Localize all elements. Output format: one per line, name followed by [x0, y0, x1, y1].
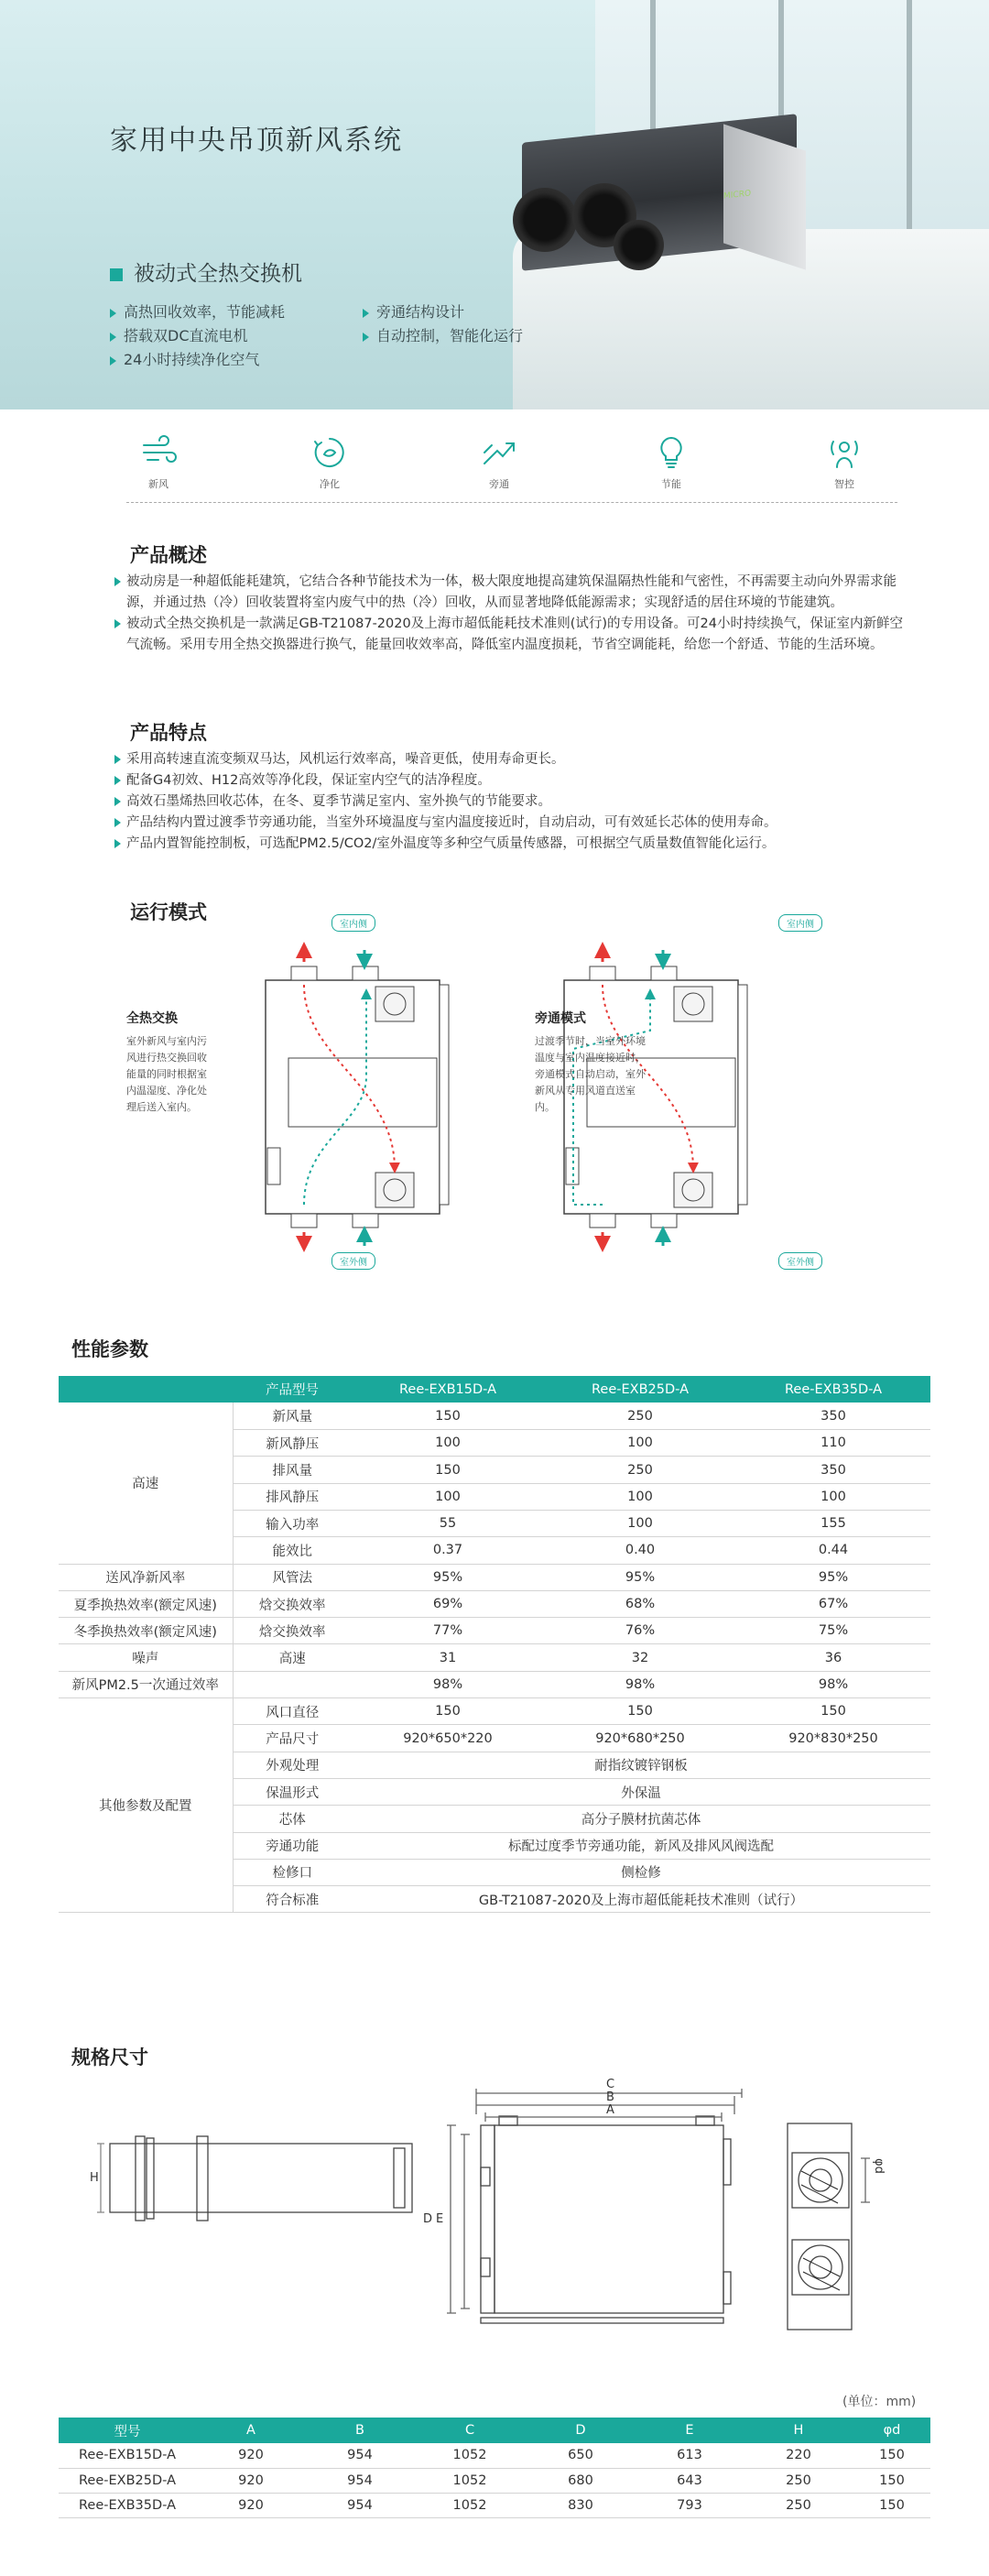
table-cell: 920: [196, 2468, 306, 2493]
table-cell: 75%: [736, 1618, 930, 1644]
table-row: [59, 1564, 930, 1590]
table-cell: 150: [352, 1698, 544, 1725]
table-cell: 650: [526, 2443, 636, 2468]
table-cell: Ree-EXB15D-A: [59, 2443, 196, 2468]
feature-icon-item: 净化: [298, 434, 362, 491]
table-cell: 793: [636, 2493, 744, 2517]
table-cell: 150: [544, 1698, 736, 1725]
table-cell: 标配过度季节旁通功能，新风及排风风阀选配: [352, 1832, 930, 1859]
table-cell: 100: [352, 1430, 544, 1457]
table-cell: 250: [544, 1457, 736, 1483]
mode-diagram: [247, 911, 760, 1269]
table-cell: 高速: [233, 1644, 352, 1671]
perf-title: 性能参数: [71, 1338, 148, 1360]
table-cell: 250: [744, 2468, 853, 2493]
table-cell: 新风PM2.5一次通过效率: [59, 1671, 233, 1697]
table-row: [59, 2468, 930, 2493]
feature-icon-item: 新风: [126, 434, 190, 491]
table-cell: 67%: [736, 1590, 930, 1617]
table-cell: 920*680*250: [544, 1725, 736, 1752]
table-cell: 150: [853, 2493, 930, 2517]
unit-note: (单位：mm): [842, 2395, 917, 2409]
table-cell: 高分子膜材抗菌芯体: [352, 1806, 930, 1832]
table-cell: 100: [544, 1483, 736, 1510]
table-row: [59, 1698, 930, 1725]
table-cell: 110: [736, 1430, 930, 1457]
table-cell: 954: [306, 2443, 414, 2468]
dim-label-d: D: [423, 2212, 433, 2226]
table-cell: 36: [736, 1644, 930, 1671]
dimension-labels: [92, 2070, 897, 2382]
performance-table: [59, 1376, 930, 1913]
bypass-heading: 旁通模式: [535, 1011, 586, 1026]
table-row: [59, 1403, 930, 1429]
dim-label-phi: φd: [872, 2158, 886, 2174]
feature-item: 配备G4初效、H12高效等净化段，保证室内空气的洁净程度。: [126, 770, 905, 791]
table-cell: 0.44: [736, 1537, 930, 1564]
table-cell: 98%: [352, 1671, 544, 1697]
table-cell: 31: [352, 1644, 544, 1671]
table-row: [59, 2493, 930, 2517]
table-cell: 保温形式: [233, 1778, 352, 1805]
table-cell: 55: [352, 1510, 544, 1536]
bulb-icon: [651, 434, 691, 471]
table-cell: 其他参数及配置: [59, 1698, 233, 1913]
table-cell: 95%: [736, 1564, 930, 1590]
hero-banner: [0, 0, 989, 409]
table-cell: 焓交换效率: [233, 1590, 352, 1617]
table-cell: 680: [526, 2468, 636, 2493]
table-cell: Ree-EXB35D-A: [59, 2493, 196, 2517]
table-cell: 侧检修: [352, 1859, 930, 1885]
indoor-tag: 室内侧: [331, 914, 375, 932]
feature-icon-item: 节能: [639, 434, 703, 491]
table-cell: 0.40: [544, 1537, 736, 1564]
bypass-icon: [479, 434, 519, 471]
table-cell: 送风净新风率: [59, 1564, 233, 1590]
overview-item: 被动房是一种超低能耗建筑，它结合各种节能技术为一体，极大限度地提高建筑保温隔热性能和气密性，不再需要主动向外界需求能源，并通过热（冷）回收装置将室内废气中的热（冷）回收，从而显著地降低能源需求；实现舒适的居住环境的节能建筑。: [126, 572, 905, 614]
table-cell: 新风静压: [233, 1430, 352, 1457]
features-list: [126, 749, 905, 855]
table-cell: 新风量: [233, 1403, 352, 1429]
full-exchange-unit: [266, 950, 449, 1246]
table-cell: 350: [736, 1457, 930, 1483]
table-cell: 焓交换效率: [233, 1618, 352, 1644]
table-cell: Ree-EXB25D-A: [59, 2468, 196, 2493]
table-cell: 155: [736, 1510, 930, 1536]
purify-icon: [310, 434, 350, 471]
table-cell: 100: [544, 1430, 736, 1457]
table-cell: 150: [352, 1403, 544, 1429]
table-cell: 耐指纹镀锌钢板: [352, 1752, 930, 1778]
table-cell: 芯体: [233, 1806, 352, 1832]
table-cell: 100: [544, 1510, 736, 1536]
table-cell: 643: [636, 2468, 744, 2493]
wind-icon: [138, 434, 179, 471]
table-cell: 954: [306, 2468, 414, 2493]
table-cell: 150: [736, 1698, 930, 1725]
table-cell: 风口直径: [233, 1698, 352, 1725]
table-cell: 100: [736, 1483, 930, 1510]
table-row: [59, 1644, 930, 1671]
table-cell: 32: [544, 1644, 736, 1671]
product-subtitle: 被动式全热交换机: [110, 257, 302, 287]
table-cell: 冬季换热效率(额定风速): [59, 1618, 233, 1644]
outdoor-tag: 室外侧: [331, 1252, 375, 1270]
feature-item: 产品内置智能控制板，可选配PM2.5/CO2/室外温度等多种空气质量传感器，可根据空气质量数值智能化运行。: [126, 834, 905, 855]
hero-feature: 搭载双DC直流电机: [110, 324, 248, 345]
bypass-text: 过渡季节时，当室外环境 温度与室内温度接近时， 旁通模式自动启动，室外 新风从专用风道直送室 内。: [535, 1035, 646, 1113]
feature-item: 产品结构内置过渡季节旁通功能，当室外环境温度与室内温度接近时，自动启动，可有效延长芯体的使用寿命。: [126, 813, 905, 834]
full-exchange-text: 室外新风与室内污 风进行热交换回收 能量的同时根据室 内温湿度、净化处 理后送入室内。: [126, 1035, 207, 1113]
table-cell: 920*650*220: [352, 1725, 544, 1752]
overview-title: 产品概述: [130, 544, 207, 566]
table-cell: 613: [636, 2443, 744, 2468]
spec-title: 规格尺寸: [71, 2047, 148, 2068]
table-cell: 69%: [352, 1590, 544, 1617]
feature-icon-item: 智控: [812, 434, 876, 491]
table-cell: 95%: [544, 1564, 736, 1590]
divider: [126, 502, 897, 503]
table-cell: 98%: [544, 1671, 736, 1697]
table-cell: 95%: [352, 1564, 544, 1590]
dim-label-a: A: [606, 2103, 614, 2117]
table-cell: 830: [526, 2493, 636, 2517]
table-cell: 250: [744, 2493, 853, 2517]
table-cell: 920: [196, 2493, 306, 2517]
feature-icon-item: 旁通: [467, 434, 531, 491]
table-cell: 输入功率: [233, 1510, 352, 1536]
table-cell: 符合标准: [233, 1886, 352, 1913]
table-cell: 排风量: [233, 1457, 352, 1483]
table-cell: 150: [352, 1457, 544, 1483]
hero-feature: 自动控制，智能化运行: [363, 324, 523, 345]
table-cell: 能效比: [233, 1537, 352, 1564]
table-cell: 150: [853, 2468, 930, 2493]
table-cell: 920: [196, 2443, 306, 2468]
table-cell: 外观处理: [233, 1752, 352, 1778]
table-cell: 100: [352, 1483, 544, 1510]
overview-text: [126, 572, 905, 656]
smart-icon: [824, 434, 864, 471]
table-row: [59, 2443, 930, 2468]
table-cell: 98%: [736, 1671, 930, 1697]
table-cell: 76%: [544, 1618, 736, 1644]
modes-title: 运行模式: [130, 901, 207, 923]
table-cell: 77%: [352, 1618, 544, 1644]
dim-label-h: H: [90, 2171, 99, 2185]
feature-item: 采用高转速直流变频双马达，风机运行效率高，噪音更低，使用寿命更长。: [126, 749, 905, 770]
table-cell: 旁通功能: [233, 1832, 352, 1859]
full-exchange-heading: 全热交换: [126, 1011, 178, 1026]
table-cell: 0.37: [352, 1537, 544, 1564]
dim-label-e: E: [436, 2212, 444, 2226]
table-cell: 高速: [59, 1403, 233, 1564]
table-cell: 排风静压: [233, 1483, 352, 1510]
dim-label-c: C: [606, 2078, 615, 2091]
table-cell: 夏季换热效率(额定风速): [59, 1590, 233, 1617]
table-cell: 920*830*250: [736, 1725, 930, 1752]
features-title: 产品特点: [130, 722, 207, 744]
overview-item: 被动式全热交换机是一款满足GB-T21087-2020及上海市超低能耗技术准则(试行)的专用设备。可24小时持续换气，保证室内新鲜空气流畅。采用专用全热交换器进行换气，能量回收效率高，降低室内温度损耗，节省空调能耗，给您一个舒适、节能的生活环境。: [126, 614, 905, 656]
table-cell: 1052: [414, 2493, 526, 2517]
table-cell: 噪声: [59, 1644, 233, 1671]
hero-feature: 24小时持续净化空气: [110, 348, 259, 369]
table-cell: 产品尺寸: [233, 1725, 352, 1752]
table-cell: 350: [736, 1403, 930, 1429]
hero-feature: 高热回收效率，节能减耗: [110, 300, 285, 322]
table-row: [59, 1618, 930, 1644]
product-image: [494, 128, 806, 266]
page-title: 家用中央吊顶新风系统: [110, 125, 403, 157]
indoor-tag: 室内侧: [778, 914, 822, 932]
table-cell: [233, 1671, 352, 1697]
table-cell: 954: [306, 2493, 414, 2517]
table-cell: GB-T21087-2020及上海市超低能耗技术准则（试行）: [352, 1886, 930, 1913]
dimension-table: [59, 2418, 930, 2518]
table-cell: 250: [544, 1403, 736, 1429]
feature-item: 高效石墨烯热回收芯体，在冬、夏季节满足室内、室外换气的节能要求。: [126, 791, 905, 813]
table-cell: 外保温: [352, 1778, 930, 1805]
dim-label-b: B: [606, 2090, 614, 2104]
table-cell: 150: [853, 2443, 930, 2468]
table-cell: 68%: [544, 1590, 736, 1617]
table-cell: 1052: [414, 2443, 526, 2468]
table-cell: 风管法: [233, 1564, 352, 1590]
hero-feature: 旁通结构设计: [363, 300, 464, 322]
brand-logo: MICRO: [723, 189, 752, 202]
table-row: [59, 1590, 930, 1617]
table-cell: 1052: [414, 2468, 526, 2493]
table-row: [59, 1671, 930, 1697]
outdoor-tag: 室外侧: [778, 1252, 822, 1270]
table-header: 型号 A B C D E H φd: [59, 2418, 930, 2443]
table-header: 产品型号 Ree-EXB15D-A Ree-EXB25D-A Ree-EXB35D-A: [59, 1376, 930, 1403]
table-cell: 检修口: [233, 1859, 352, 1885]
table-cell: 220: [744, 2443, 853, 2468]
